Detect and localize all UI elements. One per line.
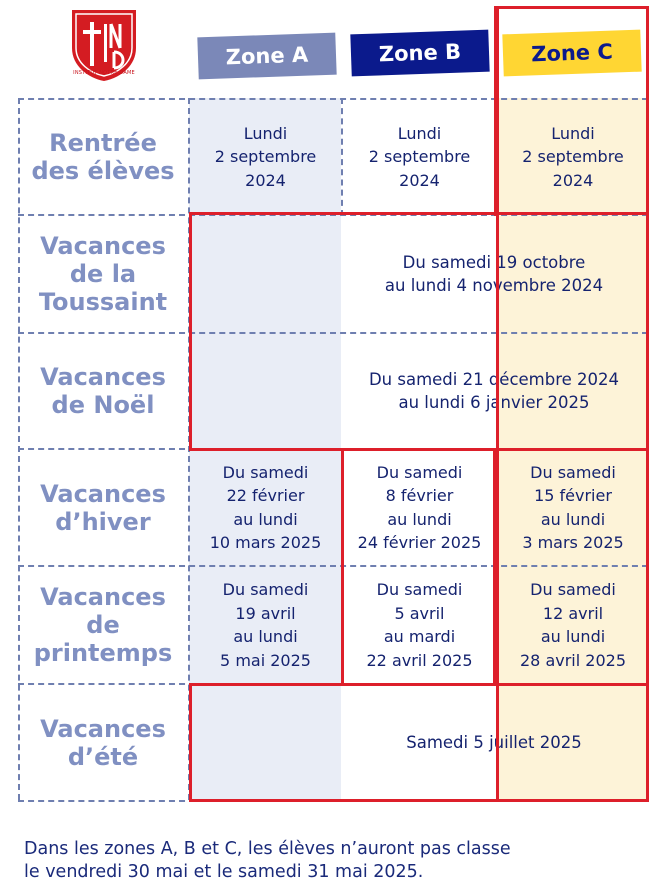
cell-ete-all-zones: Samedi 5 juillet 2025 <box>406 732 582 752</box>
zone-a-tab: Zone A <box>197 33 336 80</box>
zone-c-tab: Zone C <box>502 30 641 77</box>
cell-noel-all-zones: Du samedi 21 décembre 2024 au lundi 6 janvier 2025 <box>368 369 620 412</box>
cell-hiver-zone-c: Du samedi 15 février au lundi 3 mars 2025 <box>522 462 624 552</box>
row-label-hiver: Vacances d’hiver <box>40 479 166 536</box>
highlight-frame-ete <box>189 683 649 802</box>
zone-b-tab: Zone B <box>350 30 489 77</box>
cell-printemps-zone-a: Du samedi 19 avril au lundi 5 mai 2025 <box>220 580 311 670</box>
cell-toussaint-all-zones: Du samedi 19 octobre au lundi 4 novembre 2024 <box>384 252 604 295</box>
cell-printemps-zone-b: Du samedi 5 avril au mardi 22 avril 2025 <box>366 580 473 670</box>
cell-rentree-zone-b: Lundi 2 septembre 2024 <box>368 123 471 190</box>
cell-rentree-zone-a: Lundi 2 septembre 2024 <box>214 123 317 190</box>
highlight-frame-rentree-ab <box>494 6 499 216</box>
logo-caption: INSTITUT NOTRE DAME <box>73 70 135 76</box>
cell-rentree-zone-c: Lundi 2 septembre 2024 <box>522 123 624 190</box>
row-label-noel: Vacances de Noël <box>40 363 166 419</box>
cell-hiver-zone-b: Du samedi 8 février au lundi 24 février 2025 <box>357 462 482 552</box>
highlight-frame-common-dates <box>189 212 649 451</box>
row-label-toussaint: Vacances de la Toussaint <box>38 232 168 316</box>
footnote: Dans les zones A, B et C, les élèves n’auront pas classe le vendredi 30 mai et le samedi 31 mai 2025. <box>24 839 511 882</box>
cell-printemps-zone-c: Du samedi 12 avril au lundi 28 avril 2025 <box>520 580 626 670</box>
highlight-frame-zone-b <box>341 448 496 686</box>
row-label-ete: Vacances d’été <box>40 714 166 771</box>
row-label-rentree: Rentrée des élèves <box>31 129 175 185</box>
cell-hiver-zone-a: Du samedi 22 février au lundi 10 mars 2025 <box>209 462 322 552</box>
row-label-printemps: Vacances de printemps <box>33 583 173 667</box>
